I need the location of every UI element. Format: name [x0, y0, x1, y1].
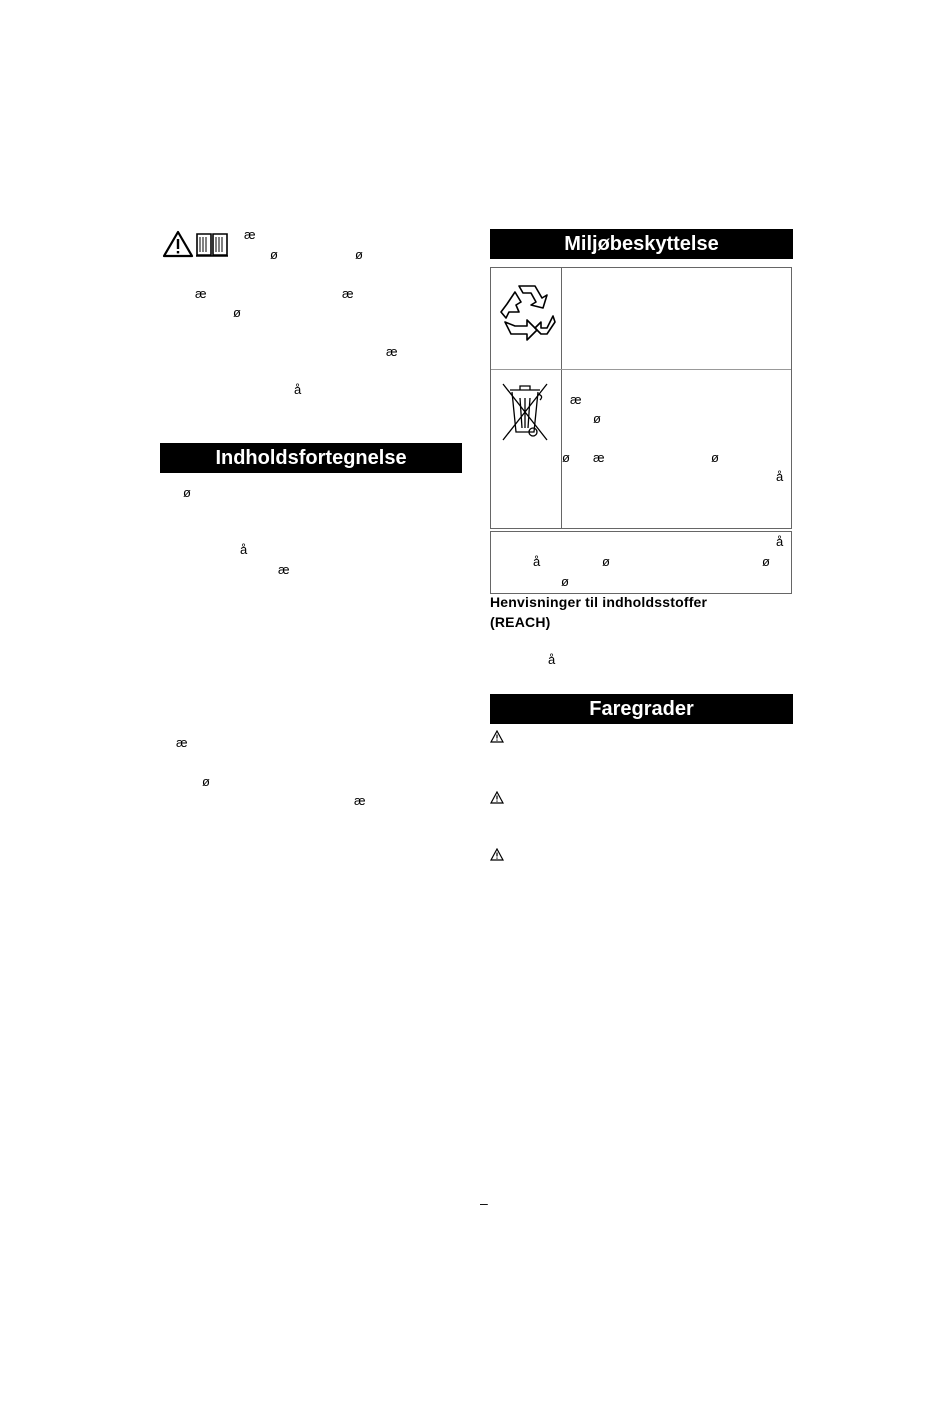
hazard-triangle-icon: [490, 730, 504, 743]
toc-title: Indholdsfortegnelse: [160, 443, 462, 473]
glyph: å: [294, 382, 302, 397]
glyph: æ: [386, 344, 398, 359]
glyph: å: [548, 652, 556, 667]
hazard-triangle-icon: [490, 848, 504, 861]
glyph: æ: [354, 793, 366, 808]
reach-heading-line2: (REACH): [490, 614, 551, 630]
glyph: ø: [562, 450, 570, 465]
glyph: å: [776, 534, 784, 549]
environment-title: Miljøbeskyttelse: [490, 229, 793, 259]
glyph: æ: [342, 286, 354, 301]
glyph: ø: [711, 450, 719, 465]
glyph: æ: [278, 562, 290, 577]
glyph: ø: [270, 247, 278, 262]
table-divider-horizontal: [491, 369, 791, 370]
crossed-bin-icon: [500, 380, 550, 442]
glyph: ø: [355, 247, 363, 262]
glyph: ø: [202, 774, 210, 789]
glyph: æ: [244, 227, 256, 242]
glyph: ø: [762, 554, 770, 569]
warning-icon: [162, 230, 194, 258]
glyph: æ: [570, 392, 582, 407]
glyph: ø: [183, 485, 191, 500]
table-divider-vertical: [561, 268, 562, 528]
glyph: å: [533, 554, 541, 569]
glyph: ø: [602, 554, 610, 569]
glyph: ø: [561, 574, 569, 589]
manual-book-icon: [195, 230, 229, 258]
recycle-icon: [497, 280, 557, 342]
glyph: ø: [233, 305, 241, 320]
hazard-title: Faregrader: [490, 694, 793, 724]
glyph: æ: [195, 286, 207, 301]
reach-heading: [490, 592, 793, 632]
glyph: ø: [593, 411, 601, 426]
page-footer-dash: –: [480, 1195, 488, 1211]
glyph: å: [776, 469, 784, 484]
reach-heading-line1: Henvisninger til indholdsstoffer: [490, 594, 708, 610]
glyph: æ: [593, 450, 605, 465]
glyph: æ: [176, 735, 188, 750]
hazard-triangle-icon: [490, 791, 504, 804]
glyph: å: [240, 542, 248, 557]
